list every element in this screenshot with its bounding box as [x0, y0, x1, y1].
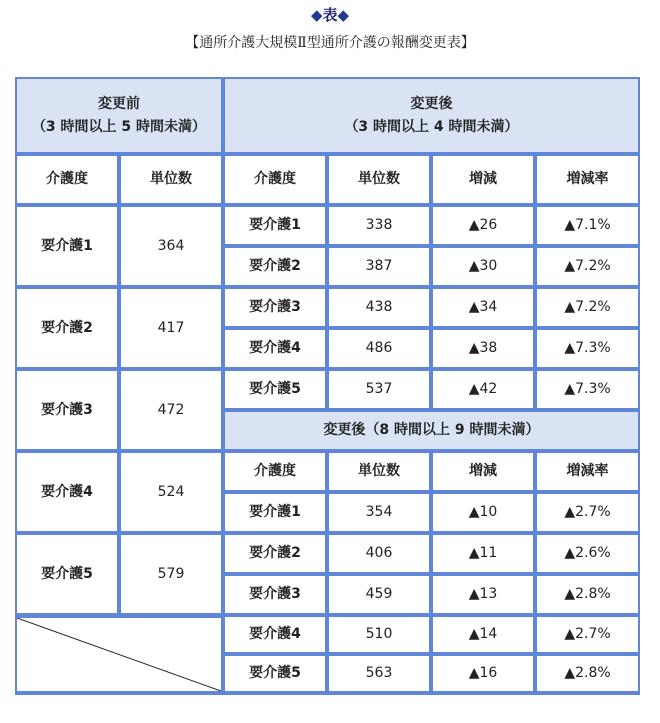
after-a-col-care: 介護度 — [225, 156, 325, 203]
after-b-row-level: 要介護3 — [225, 576, 325, 613]
before-row-units: 364 — [121, 207, 221, 285]
after-a-row-rate: ▲7.3% — [537, 330, 638, 367]
after-a-row-level: 要介護4 — [225, 330, 325, 367]
after-a-row-units: 537 — [329, 371, 429, 408]
after-a-row-units: 486 — [329, 330, 429, 367]
after-a-title: 変更後 — [410, 96, 453, 113]
after-b-row-level: 要介護1 — [225, 494, 325, 531]
before-row-level: 要介護4 — [17, 453, 117, 531]
before-row-level: 要介護5 — [17, 535, 117, 613]
after-a-subtitle: （3 時間以上 4 時間未満） — [344, 118, 519, 135]
page-heading — [0, 4, 660, 25]
after-b-col-units: 単位数 — [329, 453, 429, 490]
after-a-col-units: 単位数 — [329, 156, 429, 203]
before-row-units: 472 — [121, 371, 221, 449]
after-b-row-units: 510 — [329, 617, 429, 652]
before-row-units: 417 — [121, 289, 221, 367]
before-row-level: 要介護1 — [17, 207, 117, 285]
after-a-row-level: 要介護1 — [225, 207, 325, 244]
after-a-row-level: 要介護2 — [225, 248, 325, 285]
after-b-row-change: ▲13 — [433, 576, 533, 613]
after-a-row-change: ▲38 — [433, 330, 533, 367]
after-b-row-change: ▲10 — [433, 494, 533, 531]
after-b-row-level: 要介護4 — [225, 617, 325, 652]
after-b-row-change: ▲14 — [433, 617, 533, 652]
diamond-icon: ◆ — [310, 6, 323, 24]
after-a-header — [225, 79, 638, 152]
after-b-row-rate: ▲2.7% — [537, 617, 638, 652]
before-row-units: 579 — [121, 535, 221, 613]
after-a-row-change: ▲42 — [433, 371, 533, 408]
after-b-row-rate: ▲2.8% — [537, 576, 638, 613]
after-a-row-level: 要介護5 — [225, 371, 325, 408]
after-b-col-care: 介護度 — [225, 453, 325, 490]
after-b-row-level: 要介護5 — [225, 656, 325, 691]
after-a-row-units: 438 — [329, 289, 429, 326]
after-a-col-change: 増減 — [433, 156, 533, 203]
table-title: 【通所介護大規模Ⅱ型通所介護の報酬変更表】 — [185, 35, 475, 51]
after-a-row-change: ▲34 — [433, 289, 533, 326]
after-b-row-rate: ▲2.8% — [537, 656, 638, 691]
after-a-row-units: 338 — [329, 207, 429, 244]
after-b-row-units: 406 — [329, 535, 429, 572]
after-b-header: 変更後（8 時間以上 9 時間未満） — [225, 412, 638, 449]
before-col-units: 単位数 — [121, 156, 221, 203]
before-row-level: 要介護2 — [17, 289, 117, 367]
after-a-row-rate: ▲7.2% — [537, 289, 638, 326]
after-a-row-change: ▲26 — [433, 207, 533, 244]
after-b-col-change: 増減 — [433, 453, 533, 490]
after-b-row-level: 要介護2 — [225, 535, 325, 572]
diamond-icon: ◆ — [337, 6, 350, 24]
after-a-col-rate: 増減率 — [537, 156, 638, 203]
before-row-units: 524 — [121, 453, 221, 531]
after-a-row-level: 要介護3 — [225, 289, 325, 326]
after-b-row-change: ▲11 — [433, 535, 533, 572]
before-row-level: 要介護3 — [17, 371, 117, 449]
heading-text: 表 — [322, 6, 338, 24]
after-b-row-rate: ▲2.6% — [537, 535, 638, 572]
before-header — [17, 79, 221, 152]
after-a-row-rate: ▲7.3% — [537, 371, 638, 408]
before-col-care: 介護度 — [17, 156, 117, 203]
after-b-row-units: 563 — [329, 656, 429, 691]
after-b-row-units: 354 — [329, 494, 429, 531]
after-a-row-units: 387 — [329, 248, 429, 285]
after-b-col-rate: 増減率 — [537, 453, 638, 490]
after-a-row-rate: ▲7.2% — [537, 248, 638, 285]
after-b-row-units: 459 — [329, 576, 429, 613]
after-a-row-change: ▲30 — [433, 248, 533, 285]
after-a-row-rate: ▲7.1% — [537, 207, 638, 244]
after-b-row-rate: ▲2.7% — [537, 494, 638, 531]
empty-diagonal-cell — [17, 618, 221, 691]
before-title: 変更前 — [97, 96, 140, 113]
after-b-row-change: ▲16 — [433, 656, 533, 691]
before-subtitle: （3 時間以上 5 時間未満） — [31, 118, 207, 135]
